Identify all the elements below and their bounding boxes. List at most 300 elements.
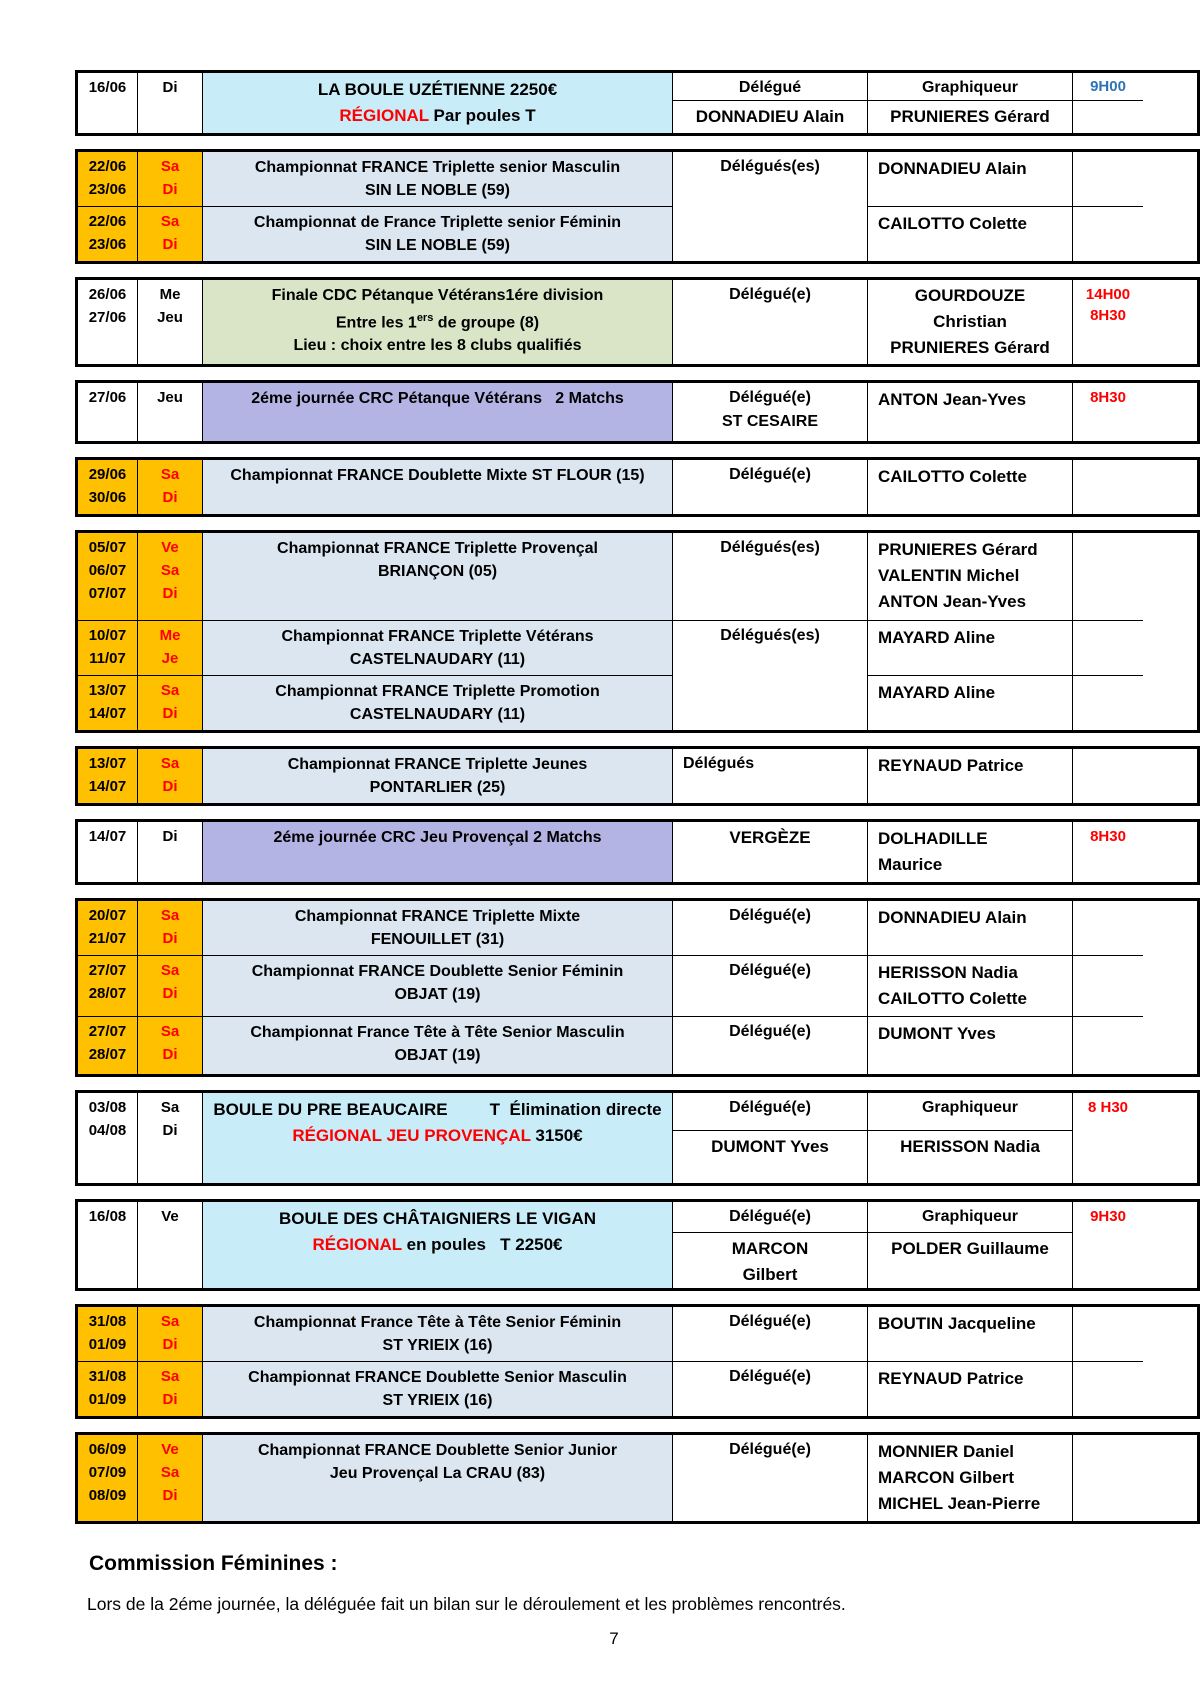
delegate-cell: [673, 1435, 868, 1521]
event-title: Championnat FRANCE Doublette Mixte ST FLOUR (15): [230, 467, 645, 484]
event-location: CASTELNAUDARY (11): [349, 706, 526, 723]
delegate-header: Délégué(e): [673, 1202, 867, 1233]
delegate-label: Délégués(es): [720, 158, 820, 175]
event-cell: [203, 533, 673, 621]
delegate-cell: [673, 1017, 868, 1074]
date-text: 23/06: [88, 181, 127, 198]
delegate-name: Christian: [933, 312, 1007, 331]
event-title: Championnat FRANCE Doublette Senior Masculin: [248, 1369, 627, 1386]
time-cell: [1073, 1202, 1143, 1288]
event-subtitle: RÉGIONAL JEU PROVENÇAL 3150€: [292, 1126, 583, 1145]
day-text: Sa: [160, 562, 180, 579]
date-text: 22/06: [88, 158, 127, 175]
event-cell: [203, 280, 673, 364]
delegate-name: HERISSON Nadia: [878, 963, 1018, 982]
date-text: 05/07: [88, 539, 127, 556]
delegate-name: CAILOTTO Colette: [878, 467, 1027, 486]
date-text: 11/07: [89, 650, 126, 667]
day-text: Sa: [160, 755, 180, 772]
date-cell: [78, 621, 138, 676]
delegate-name: ANTON Jean-Yves: [878, 592, 1027, 611]
day-cell: [138, 749, 203, 803]
time-cell: [1073, 1362, 1143, 1416]
delegate-name: DUMONT Yves: [878, 1024, 996, 1043]
event-subtitle: RÉGIONAL Par poules T: [339, 106, 536, 125]
delegate-name: PRUNIERES Gérard: [878, 540, 1038, 559]
day-text: Di: [162, 1046, 178, 1063]
date-cell: [78, 460, 138, 514]
day-text: Di: [162, 828, 178, 845]
delegate-name: MAYARD Aline: [878, 628, 996, 647]
day-cell: [138, 383, 203, 441]
event-title: Championnat de France Triplette senior Féminin: [253, 214, 622, 231]
day-text: Di: [162, 489, 178, 506]
day-text: Di: [162, 79, 178, 96]
day-text: Jeu: [157, 389, 183, 406]
time-text: 8H30: [1090, 828, 1126, 845]
delegate-label: Délégués: [683, 755, 755, 772]
name-cell: [868, 956, 1073, 1017]
day-text: Di: [162, 1391, 178, 1408]
date-cell: [78, 1435, 138, 1521]
date-cell: [78, 383, 138, 441]
graphiqueur-header: Graphiqueur: [868, 1093, 1072, 1131]
event-cell: [203, 1307, 673, 1362]
delegate-cell: [673, 621, 868, 730]
date-text: 21/07: [88, 930, 127, 947]
regional-label: RÉGIONAL JEU PROVENÇAL: [292, 1126, 531, 1145]
event-title: Championnat France Tête à Tête Senior Féminin: [253, 1314, 622, 1331]
day-text: Ve: [161, 1441, 179, 1458]
date-text: 29/06: [88, 466, 127, 483]
time-row: [1073, 73, 1143, 101]
event-location: PONTARLIER (25): [369, 779, 506, 796]
delegate-label: Délégué(e): [729, 1023, 811, 1040]
time-cell: [1073, 280, 1143, 364]
delegate-name: Maurice: [878, 855, 943, 874]
delegate-label: Délégué(e): [729, 962, 811, 979]
day-text: Sa: [160, 1099, 180, 1116]
delegate-name: DONNADIEU Alain: [878, 159, 1027, 178]
date-text: 27/06: [88, 389, 127, 406]
delegate-label: Délégué(e): [729, 1368, 811, 1385]
time-cell: [1073, 533, 1143, 621]
event-location: CASTELNAUDARY (11): [349, 651, 526, 668]
date-text: 20/07: [88, 907, 127, 924]
time-cell: [1073, 460, 1143, 514]
event-title: BOULE DU PRE BEAUCAIRE T Élimination directe: [213, 1100, 662, 1119]
delegate-cell: [673, 1362, 868, 1416]
date-text: 23/06: [88, 236, 127, 253]
day-cell: [138, 533, 203, 621]
graphiqueur-header: Graphiqueur: [868, 1202, 1072, 1233]
date-cell: [78, 207, 138, 261]
day-text: Sa: [160, 1464, 180, 1481]
day-text: Di: [162, 1487, 178, 1504]
delegate-cell: [673, 1307, 868, 1362]
delegate-name: DONNADIEU Alain: [695, 107, 845, 126]
date-text: 01/09: [88, 1336, 127, 1353]
date-cell: [78, 749, 138, 803]
date-text: 22/06: [88, 213, 127, 230]
day-text: Sa: [160, 907, 180, 924]
date-text: 13/07: [88, 755, 127, 772]
delegate-label: Délégué(e): [729, 1441, 811, 1458]
date-cell: [78, 1017, 138, 1074]
event-title: 2éme journée CRC Jeu Provençal 2 Matchs: [273, 829, 602, 846]
delegate-name: REYNAUD Patrice: [878, 1369, 1024, 1388]
graphiqueur-cell: [868, 1093, 1073, 1183]
date-text: 31/08: [88, 1368, 127, 1385]
delegate-cell: [673, 383, 868, 441]
event-title: Finale CDC Pétanque Vétérans1ére division: [271, 287, 604, 304]
day-text: Sa: [160, 1368, 180, 1385]
day-text: Di: [162, 1336, 178, 1353]
event-title: Championnat FRANCE Triplette Promotion: [275, 683, 600, 700]
event-title: Championnat FRANCE Doublette Senior Féminin: [251, 963, 624, 980]
event-line3: Lieu : choix entre les 8 clubs qualifiés: [293, 337, 582, 355]
day-text: Di: [162, 1122, 178, 1139]
event-line2: Entre les 1ers de groupe (8): [335, 312, 540, 332]
date-text: 28/07: [88, 1046, 127, 1063]
delegate-cell: [673, 749, 868, 803]
date-cell: [78, 1202, 138, 1288]
day-text: Di: [162, 236, 178, 253]
event-block-st-yrieix: [75, 1304, 1200, 1419]
name-cell: [868, 749, 1073, 803]
event-block-la-crau: [75, 1432, 1200, 1524]
graphiqueur-cell: [868, 1202, 1073, 1288]
name-cell: [868, 822, 1073, 882]
event-cell: [203, 1362, 673, 1416]
event-title: Championnat FRANCE Triplette Mixte: [294, 908, 581, 925]
graphiqueur-cell: [868, 73, 1073, 133]
page-number: 7: [609, 1629, 619, 1648]
delegate-name: CAILOTTO Colette: [878, 214, 1027, 233]
event-location: FENOUILLET (31): [370, 931, 505, 948]
day-cell: [138, 822, 203, 882]
time-empty: [1073, 101, 1143, 133]
day-cell: [138, 676, 203, 730]
day-text: Di: [162, 585, 178, 602]
delegate-cell: [673, 1202, 868, 1288]
name-cell: [868, 676, 1073, 730]
event-block-crc-petanque: [75, 380, 1200, 444]
event-cell: [203, 1093, 673, 1183]
date-cell: [78, 533, 138, 621]
name-cell: [868, 152, 1073, 207]
event-cell: [203, 152, 673, 207]
delegate-cell: [673, 1093, 868, 1183]
date-cell: [78, 1307, 138, 1362]
name-cell: [868, 1362, 1073, 1416]
event-cell: [203, 901, 673, 956]
time-cell: [1073, 1307, 1143, 1362]
delegate-label: Délégués(es): [720, 539, 820, 556]
name-cell: [868, 533, 1073, 621]
day-cell: [138, 1093, 203, 1183]
delegate-name: DOLHADILLE: [878, 829, 988, 848]
day-cell: [138, 280, 203, 364]
delegate-header: Délégué: [673, 73, 867, 101]
time-text: 14H00: [1085, 286, 1131, 303]
date-cell: [78, 1362, 138, 1416]
date-cell: [78, 1093, 138, 1183]
date-cell: [78, 280, 138, 364]
day-cell: [138, 1307, 203, 1362]
date-cell: [78, 822, 138, 882]
event-cell: [203, 1435, 673, 1521]
delegate-label: Délégué(e): [729, 466, 811, 483]
time-cell: [1073, 822, 1143, 882]
time-cell: [1073, 676, 1143, 730]
graphiqueur-name: PRUNIERES Gérard: [890, 107, 1050, 126]
delegate-cell: [673, 901, 868, 956]
day-text: Ve: [161, 539, 179, 556]
event-title: Championnat FRANCE Doublette Senior Junior: [257, 1442, 618, 1459]
event-block-crc-jeu-provencal: [75, 819, 1200, 885]
delegate-name: MICHEL Jean-Pierre: [878, 1494, 1041, 1513]
date-cell: [78, 901, 138, 956]
day-text: Sa: [160, 1023, 180, 1040]
delegate-cell: [673, 822, 868, 882]
regional-label: RÉGIONAL: [339, 106, 429, 125]
event-location: ST YRIEIX (16): [382, 1392, 493, 1409]
date-text: 01/09: [88, 1391, 127, 1408]
delegate-cell: [673, 280, 868, 364]
event-cell: [203, 73, 673, 133]
event-block-fenouillet-objat: [75, 898, 1200, 1077]
commission-text: Lors de la 2éme journée, la déléguée fait un bilan sur le déroulement et les problèmes rencontrés.: [87, 1594, 846, 1614]
event-title: LA BOULE UZÉTIENNE 2250€: [317, 80, 558, 99]
time-text: 8H30: [1090, 307, 1126, 324]
day-cell: [138, 901, 203, 956]
day-text: Di: [162, 778, 178, 795]
time-text: 9H30: [1090, 1208, 1126, 1225]
delegate-name: DONNADIEU Alain: [878, 908, 1027, 927]
superscript: ers: [416, 312, 434, 324]
day-text: Di: [162, 181, 178, 198]
date-text: 16/06: [88, 79, 127, 96]
time-text: 9H00: [1090, 78, 1126, 95]
delegate-cell: [673, 533, 868, 621]
day-text: Je: [161, 650, 179, 667]
day-cell: [138, 1362, 203, 1416]
event-title: Championnat France Tête à Tête Senior Masculin: [250, 1024, 625, 1041]
delegate-name: ANTON Jean-Yves: [878, 390, 1027, 409]
delegate-label: Délégués(es): [720, 627, 820, 644]
date-cell: [78, 956, 138, 1017]
date-text: 27/07: [88, 1023, 127, 1040]
time-cell: [1073, 749, 1143, 803]
name-cell: [868, 1017, 1073, 1074]
delegate-name: MONNIER Daniel: [878, 1442, 1015, 1461]
date-text: 27/07: [88, 962, 127, 979]
event-block-beaucaire: [75, 1090, 1200, 1186]
name-cell: [868, 1435, 1073, 1521]
event-title: Championnat FRANCE Triplette Provençal: [277, 540, 598, 557]
date-text: 28/07: [88, 985, 127, 1002]
date-text: 26/06: [88, 286, 127, 303]
day-text: Sa: [160, 682, 180, 699]
date-text: 27/06: [88, 309, 127, 326]
delegate-name: BOUTIN Jacqueline: [878, 1314, 1036, 1333]
date-text: 30/06: [88, 489, 127, 506]
day-text: Di: [162, 705, 178, 722]
day-cell: [138, 1435, 203, 1521]
time-cell: [1073, 1435, 1143, 1521]
event-location: OBJAT (19): [394, 1047, 481, 1064]
day-text: Me: [159, 627, 181, 644]
graphiqueur-name: POLDER Guillaume: [891, 1239, 1049, 1258]
event-location: Jeu Provençal La CRAU (83): [329, 1465, 546, 1482]
delegate-label: Délégué(e): [729, 907, 811, 924]
day-cell: [138, 73, 203, 133]
event-block-uzetienne: [75, 70, 1200, 136]
commission-heading: Commission Féminines :: [89, 1552, 338, 1575]
event-block-le-vigan: [75, 1199, 1200, 1291]
day-text: Sa: [160, 213, 180, 230]
delegate-name: VALENTIN Michel: [878, 566, 1020, 585]
delegate-cell: [673, 460, 868, 514]
date-text: 03/08: [88, 1099, 127, 1116]
event-title: BOULE DES CHÂTAIGNIERS LE VIGAN: [278, 1209, 597, 1228]
day-text: Sa: [160, 962, 180, 979]
time-cell: [1073, 152, 1143, 207]
delegate-label: Délégué(e): [729, 286, 811, 303]
event-block-finale-cdc: [75, 277, 1200, 367]
name-cell: [868, 901, 1073, 956]
day-text: Sa: [160, 1313, 180, 1330]
date-text: 07/09: [88, 1464, 127, 1481]
day-cell: [138, 621, 203, 676]
date-text: 08/09: [88, 1487, 127, 1504]
delegate-name: REYNAUD Patrice: [878, 756, 1024, 775]
delegate-name: PRUNIERES Gérard: [890, 338, 1050, 357]
delegate-name: DUMONT Yves: [711, 1137, 829, 1156]
event-cell: [203, 1017, 673, 1074]
delegate-cell: [673, 956, 868, 1017]
delegate-cell: [673, 73, 868, 133]
date-text: 14/07: [88, 828, 127, 845]
event-title: Championnat FRANCE Triplette Vétérans: [281, 628, 594, 645]
date-text: 16/08: [88, 1208, 127, 1225]
event-location: SIN LE NOBLE (59): [365, 182, 510, 199]
regional-label: RÉGIONAL: [312, 1235, 402, 1254]
name-cell: [868, 383, 1073, 441]
event-cell: [203, 1202, 673, 1288]
event-block-st-flour: [75, 457, 1200, 517]
name-cell: [868, 207, 1073, 261]
name-cell: [868, 1307, 1073, 1362]
delegate-name: MARCON Gilbert: [878, 1468, 1014, 1487]
day-text: Di: [162, 985, 178, 1002]
event-cell: [203, 956, 673, 1017]
day-cell: [138, 956, 203, 1017]
time-cell: [1073, 621, 1143, 676]
time-text: 8 H30: [1087, 1099, 1129, 1116]
date-text: 13/07: [88, 682, 127, 699]
event-block-pontarlier: [75, 746, 1200, 806]
event-subtitle: RÉGIONAL en poules T 2250€: [312, 1235, 563, 1254]
day-text: Jeu: [157, 309, 183, 326]
time-cell: [1073, 1017, 1143, 1074]
time-cell: [1073, 207, 1143, 261]
event-block-sin-le-noble: [75, 149, 1200, 264]
time-cell: [1073, 1093, 1143, 1183]
delegate-location: ST CESAIRE: [721, 413, 818, 430]
graphiqueur-header: Graphiqueur: [868, 73, 1072, 101]
graphiqueur-name: HERISSON Nadia: [900, 1137, 1040, 1156]
delegate-label: Délégué(e): [729, 1313, 811, 1330]
delegate-name: GOURDOUZE: [914, 286, 1026, 305]
date-text: 31/08: [88, 1313, 127, 1330]
day-cell: [138, 1017, 203, 1074]
date-cell: [78, 73, 138, 133]
event-title: Championnat FRANCE Triplette Jeunes: [287, 756, 588, 773]
name-cell: [868, 280, 1073, 364]
event-cell: [203, 207, 673, 261]
day-text: Ve: [161, 1208, 179, 1225]
day-text: Me: [159, 286, 181, 303]
event-cell: [203, 383, 673, 441]
time-cell: [1073, 73, 1143, 133]
name-cell: [868, 621, 1073, 676]
delegate-cell: [673, 152, 868, 261]
delegate-name: MAYARD Aline: [878, 683, 996, 702]
event-location: SIN LE NOBLE (59): [365, 237, 510, 254]
event-block-briancon-castelnaudary: [75, 530, 1200, 733]
event-location: OBJAT (19): [394, 986, 481, 1003]
event-cell: [203, 749, 673, 803]
event-cell: [203, 676, 673, 730]
name-cell: [868, 460, 1073, 514]
date-text: 10/07: [88, 627, 127, 644]
date-text: 06/09: [88, 1441, 127, 1458]
day-cell: [138, 460, 203, 514]
delegate-header: Délégué(e): [673, 1093, 867, 1131]
event-title: Championnat FRANCE Triplette senior Masculin: [254, 159, 621, 176]
time-cell: [1073, 956, 1143, 1017]
date-text: 07/07: [88, 585, 127, 602]
event-location: ST YRIEIX (16): [382, 1337, 493, 1354]
date-text: 14/07: [88, 778, 127, 795]
date-text: 06/07: [88, 562, 127, 579]
day-text: Sa: [160, 158, 180, 175]
time-cell: [1073, 901, 1143, 956]
day-text: Di: [162, 930, 178, 947]
time-text: 8H30: [1090, 389, 1126, 406]
event-location: BRIANÇON (05): [377, 563, 498, 580]
event-title: 2éme journée CRC Pétanque Vétérans 2 Matchs: [251, 390, 624, 407]
event-cell: [203, 621, 673, 676]
date-cell: [78, 152, 138, 207]
event-cell: [203, 460, 673, 514]
day-cell: [138, 152, 203, 207]
date-text: 14/07: [88, 705, 127, 722]
day-cell: [138, 207, 203, 261]
date-text: 04/08: [88, 1122, 127, 1139]
time-cell: [1073, 383, 1143, 441]
event-cell: [203, 822, 673, 882]
day-cell: [138, 1202, 203, 1288]
day-text: Sa: [160, 466, 180, 483]
delegate-label: Délégué(e): [729, 389, 811, 406]
date-cell: [78, 676, 138, 730]
delegate-name: CAILOTTO Colette: [878, 989, 1027, 1008]
delegate-location: VERGÈZE: [729, 828, 811, 847]
delegate-name: MARCON Gilbert: [731, 1239, 809, 1284]
